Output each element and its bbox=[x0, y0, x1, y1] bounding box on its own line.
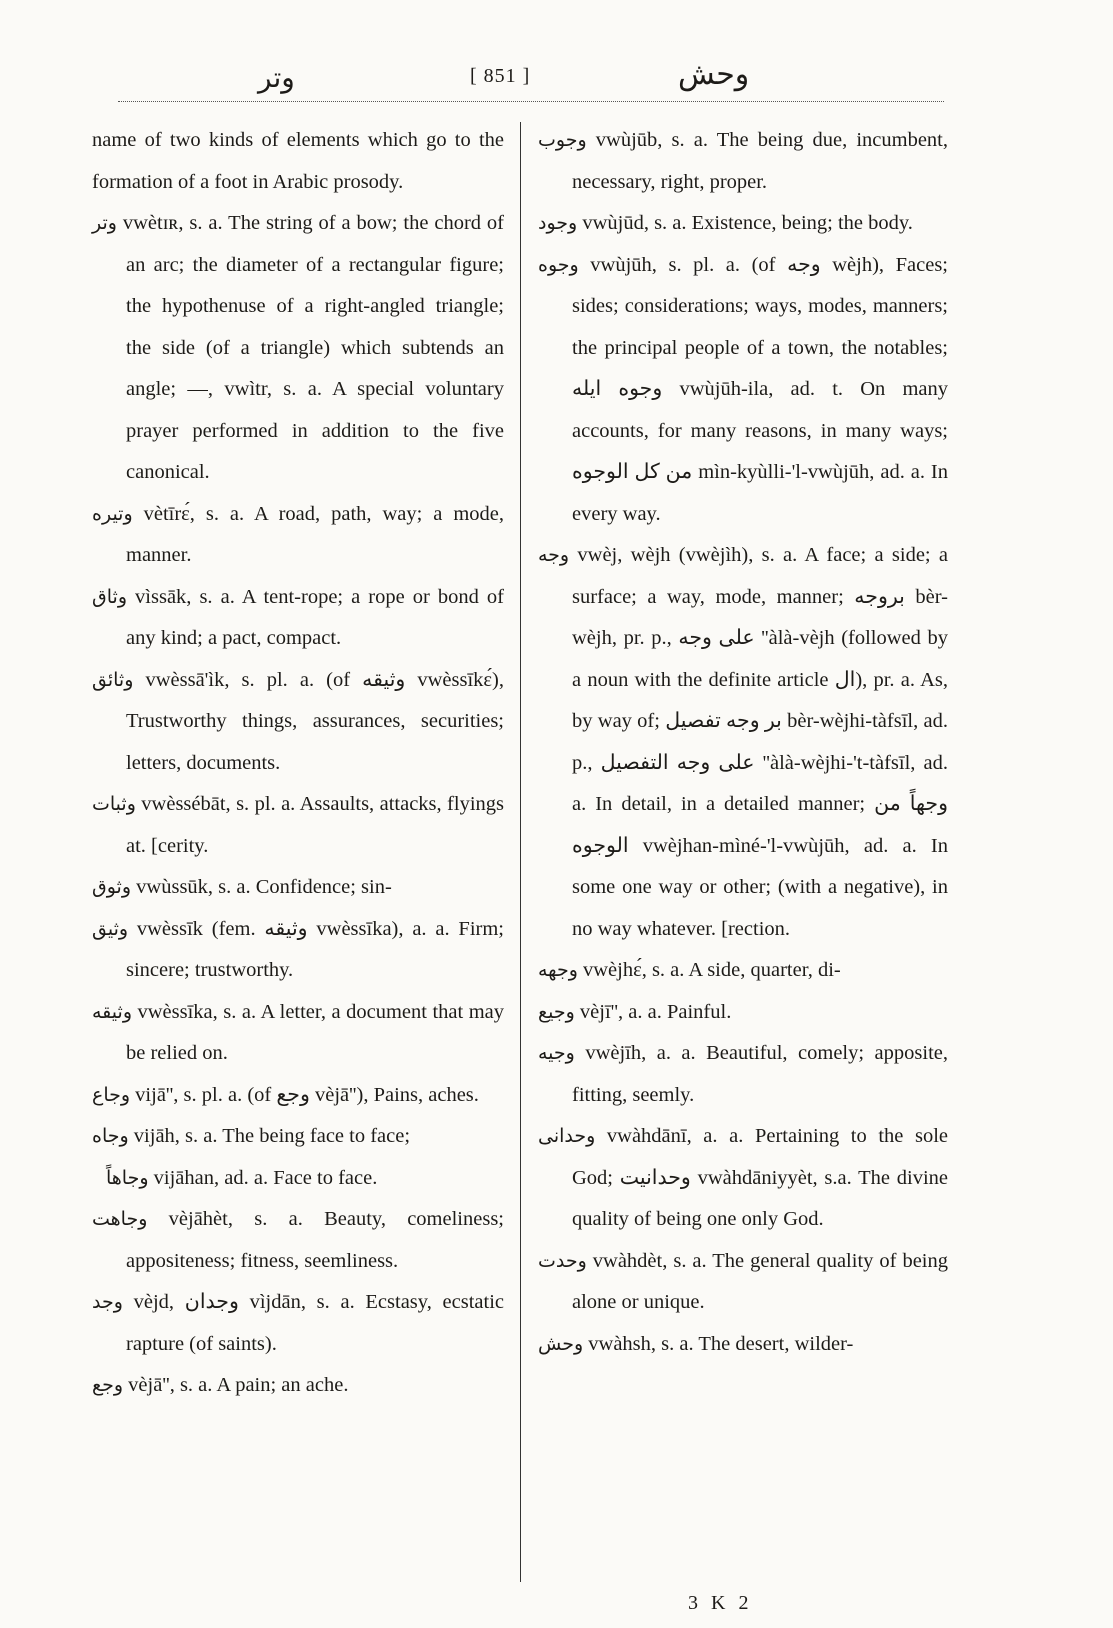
entry-headword: وحش bbox=[538, 1332, 584, 1355]
entry-definition: vèjī'', a. a. Painful. bbox=[574, 1000, 732, 1023]
entry-definition: vwèssīka, s. a. A letter, a document that may be relied on. bbox=[126, 1000, 504, 1064]
dictionary-entry bbox=[92, 909, 504, 992]
dictionary-entry bbox=[92, 784, 504, 867]
dictionary-entry bbox=[92, 1365, 504, 1407]
right-column bbox=[538, 120, 948, 1365]
entry-definition: vwàhsh, s. a. The desert, wilder- bbox=[583, 1332, 854, 1355]
entry-headword: وثيق bbox=[92, 917, 129, 940]
dictionary-entry bbox=[538, 1324, 948, 1366]
entry-headword: وحدانى bbox=[538, 1125, 596, 1147]
entry-headword: وجد bbox=[92, 1291, 123, 1313]
entry-headword: وثائق bbox=[92, 668, 134, 691]
entry-headword: وجه bbox=[538, 544, 570, 566]
dictionary-entry bbox=[92, 660, 504, 785]
entry-headword: وتر bbox=[92, 212, 117, 234]
column-divider bbox=[520, 122, 521, 1582]
entry-headword: وثاق bbox=[92, 585, 127, 608]
entry-definition: vèjā'', s. a. A pain; an ache. bbox=[123, 1374, 349, 1396]
dictionary-entry bbox=[538, 245, 948, 536]
entry-headword: وجود bbox=[538, 212, 578, 234]
dictionary-entry bbox=[538, 120, 948, 203]
entry-headword: وجاع bbox=[92, 1083, 131, 1106]
dictionary-entry bbox=[92, 577, 504, 660]
entry-headword: وجاه bbox=[92, 1125, 129, 1147]
page-header bbox=[118, 55, 944, 99]
dictionary-entry bbox=[92, 1282, 504, 1365]
dictionary-entry bbox=[92, 1075, 504, 1117]
entry-definition: vijāhan, ad. a. Face to face. bbox=[148, 1166, 378, 1189]
entry-headword: وثيقه bbox=[92, 1000, 132, 1023]
entry-definition: vwàhdèt, s. a. The general quality of being alone or unique. bbox=[572, 1249, 948, 1313]
entry-definition: vwètɪʀ, s. a. The string of a bow; the chord of an arc; the diameter of a rectangular figure; the hypothenuse of a right-angled triangle; the side (of a triangle) which subtends an angle; —, vwìtr, s. a. A special voluntary prayer performed in addition to the five canonical. bbox=[116, 212, 504, 483]
dictionary-entry bbox=[92, 203, 504, 494]
entry-headword: وجاهاً bbox=[106, 1166, 149, 1189]
entry-definition: vwùjūd, s. a. Existence, being; the body. bbox=[577, 212, 913, 234]
entry-definition: vwùssūk, s. a. Confidence; sin- bbox=[131, 876, 392, 898]
entry-definition: name of two kinds of elements which go to the formation of a foot in Arabic prosody. bbox=[92, 129, 504, 193]
entry-definition: vwèjīh, a. a. Beautiful, comely; apposite, fitting, seemly. bbox=[572, 1042, 948, 1106]
entry-headword: وجيع bbox=[538, 1000, 575, 1023]
header-left-word: وتر bbox=[258, 63, 295, 94]
entry-headword: وجع bbox=[92, 1374, 124, 1396]
entry-headword: وجهه bbox=[538, 959, 578, 981]
dictionary-entry bbox=[538, 203, 948, 245]
entry-definition: vwèssīk (fem. وثيقه vwèssīka), a. a. Firm; sincere; trustworthy. bbox=[126, 917, 504, 981]
dictionary-entry bbox=[92, 867, 504, 909]
dictionary-entry bbox=[92, 494, 504, 577]
entry-headword: وحدت bbox=[538, 1249, 587, 1272]
dictionary-entry bbox=[92, 1199, 504, 1282]
signature-mark: 3 K 2 bbox=[688, 1592, 753, 1614]
dictionary-entry bbox=[92, 992, 504, 1075]
entry-headword: وثبات bbox=[92, 793, 136, 815]
dictionary-entry bbox=[92, 120, 504, 203]
dictionary-entry bbox=[92, 1116, 504, 1158]
dictionary-entry bbox=[538, 992, 948, 1034]
entry-definition: vwùjūb, s. a. The being due, incumbent, necessary, right, proper. bbox=[572, 129, 948, 193]
entry-headword: وجاهت bbox=[92, 1208, 148, 1230]
dictionary-entry bbox=[538, 535, 948, 950]
dictionary-entry bbox=[538, 1241, 948, 1324]
dictionary-entry bbox=[538, 1033, 948, 1116]
entry-definition: vwùjūh, s. pl. a. (of وجه wèjh), Faces; sides; considerations; ways, modes, manners; the principal people of a town, the notables; وجوه ايله vwùjūh-ila, ad. t. On many accounts, for many reasons, in many ways; من كل الوجوه mìn-kyùlli-'l-vwùjūh, ad. a. In every way. bbox=[572, 253, 949, 525]
header-rule bbox=[118, 101, 944, 102]
entry-headword: وثوق bbox=[92, 876, 132, 898]
entry-headword: وجوه bbox=[538, 253, 579, 276]
entry-definition: vètīrɛ́, s. a. A road, path, way; a mode, manner. bbox=[126, 502, 504, 566]
entry-definition: vwèj, wèjh (vwèjìh), s. a. A face; a side; a surface; a way, mode, manner; بروجه bèr-wèjh, pr. p., على وجه ''àlà-vèjh (followed by a noun with the definite article ال), pr. a. As, by way of; بر وجه تفصيل bèr-wèjhi-tàfsīl, ad. p., على وجه التفصيل ''àlà-wèjhi-'t-tàfsīl, ad. a. In detail, in a detailed manner; وجهاً من الوجوه vwèjhan-mìné-'l-vwùjūh, ad. a. In some one way or other; (with a negative), in no way whatever. [rection. bbox=[569, 544, 948, 940]
entry-definition: vwèjhɛ́, s. a. A side, quarter, di- bbox=[577, 959, 841, 981]
entry-definition: vìssāk, s. a. A tent-rope; a rope or bond of any kind; a pact, compact. bbox=[126, 585, 504, 649]
header-right-word: وحش bbox=[678, 58, 750, 91]
page-number: [ 851 ] bbox=[470, 65, 531, 87]
entry-definition: vwèssā'ìk, s. pl. a. (of وثيقه vwèssīkɛ́), Trustworthy things, assurances, securities; letters, documents. bbox=[126, 668, 504, 774]
entry-definition: vèjāhèt, s. a. Beauty, comeliness; appositeness; fitness, seemliness. bbox=[126, 1208, 504, 1272]
dictionary-entry bbox=[538, 1116, 948, 1241]
entry-headword: وجوب bbox=[538, 129, 587, 151]
entry-definition: vwèssébāt, s. pl. a. Assaults, attacks, flyings at. [cerity. bbox=[126, 793, 504, 857]
entry-definition: vèjd, وجدان vìjdān, s. a. Ecstasy, ecstatic rapture (of saints). bbox=[122, 1291, 504, 1355]
entry-headword: وجيه bbox=[538, 1042, 575, 1064]
dictionary-entry bbox=[92, 1158, 504, 1200]
entry-headword: وتیره bbox=[92, 502, 133, 525]
entry-definition: vwàhdānī, a. a. Pertaining to the sole God; وحدانيت vwàhdāniyyèt, s.a. The divine quality of being one only God. bbox=[572, 1125, 948, 1230]
entry-definition: vijā'', s. pl. a. (of وجع vèjā''), Pains, aches. bbox=[130, 1083, 479, 1106]
left-column bbox=[92, 120, 504, 1407]
entry-definition: vijāh, s. a. The being face to face; bbox=[128, 1125, 411, 1147]
dictionary-entry bbox=[538, 950, 948, 992]
